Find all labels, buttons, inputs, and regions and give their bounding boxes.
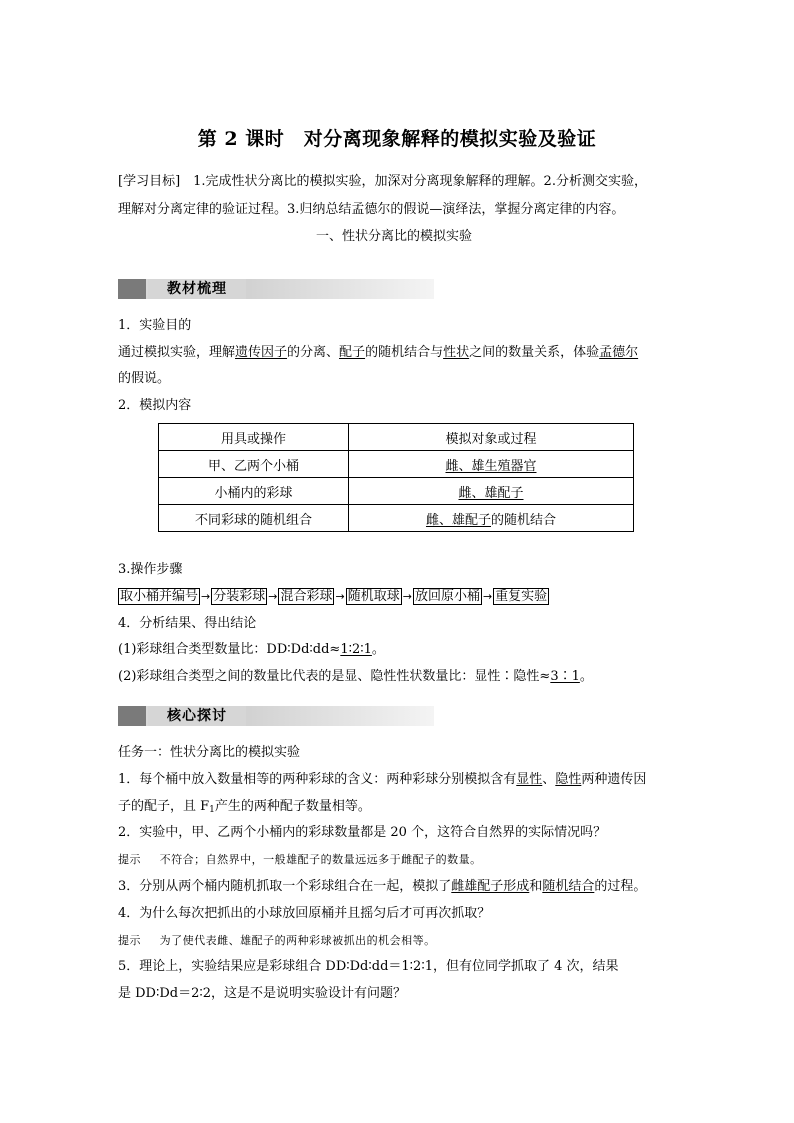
table-cell: 甲、乙两个小桶 (159, 451, 349, 478)
task-heading: 任务一：性状分离比的模拟实验 (118, 745, 301, 760)
result-2: (2)彩球组合类型之间的数量比代表的是显、隐性性状数量比：显性∶隐性≈3∶1。 (118, 669, 593, 684)
table-header-cell: 模拟对象或过程 (349, 424, 634, 451)
table-header-row (159, 424, 634, 451)
step-box: 分装彩球 (213, 589, 266, 604)
arrow-icon: → (201, 590, 211, 603)
step-box: 混合彩球 (280, 589, 333, 604)
table-cell: 雌、雄配子的随机结合 (349, 505, 634, 532)
table-cell: 雌、雄生殖器官 (349, 451, 634, 478)
item1-heading: 1．实验目的 (118, 318, 192, 333)
arrow-icon: → (335, 590, 345, 603)
question-5-line-1: 5．理论上，实验结果应是彩球组合 DD∶Dd∶dd＝1∶2∶1，但有位同学抓取了 4 次，结果 (118, 959, 619, 974)
question-5-line-2: 是 DD∶Dd＝2∶2，这是不是说明实验设计有问题？ (118, 986, 407, 1001)
section-title-textbook: 教材梳理 (148, 279, 246, 299)
item1-line-2: 的假说。 (118, 371, 171, 386)
item4-heading: 4．分析结果、得出结论 (118, 616, 257, 631)
table-row (159, 478, 634, 505)
question-4: 4．为什么每次把抓出的小球放回原桶并且摇匀后才可再次抓取？ (118, 906, 491, 921)
table-row (159, 451, 634, 478)
section-bar-textbook (118, 279, 434, 299)
arrow-icon: → (268, 590, 278, 603)
table-cell: 不同彩球的随机组合 (159, 505, 349, 532)
item3-heading: 3.操作步骤 (118, 562, 183, 577)
hint-2: 提示 不符合；自然界中，一般雄配子的数量远远多于雌配子的数量。 (118, 853, 482, 866)
question-3: 3．分别从两个桶内随机抓取一个彩球组合在一起，模拟了雌雄配子形成和随机结合的过程。 (118, 879, 647, 894)
objectives-line-2: 理解对分离定律的验证过程。3.归纳总结孟德尔的假说—演绎法，掌握分离定律的内容。 (118, 202, 625, 217)
step-box: 取小桶并编号 (120, 589, 199, 604)
hint-4: 提示 为了使代表雌、雄配子的两种彩球被抓出的机会相等。 (118, 934, 436, 947)
question-1-line-2: 子的配子，且 F1产生的两种配子数量相等。 (118, 799, 371, 815)
table-row (159, 505, 634, 532)
item2-heading: 2．模拟内容 (118, 398, 192, 413)
step-box: 放回原小桶 (414, 589, 480, 604)
step-box: 重复实验 (495, 589, 548, 604)
step-box: 随机取球 (347, 589, 400, 604)
table-header-cell: 用具或操作 (159, 424, 349, 451)
table-cell: 小桶内的彩球 (159, 478, 349, 505)
objectives-line-1: [学习目标] 1.完成性状分离比的模拟实验，加深对分离现象解释的理解。2.分析测交实验， (118, 174, 647, 189)
operation-steps (118, 588, 549, 606)
simulation-table (158, 423, 634, 532)
section-bar-core (118, 706, 434, 726)
arrow-icon: → (482, 590, 493, 603)
part-heading: 一、性状分离比的模拟实验 (316, 229, 473, 244)
page-title: 第 2 课时 对分离现象解释的模拟实验及验证 (197, 128, 597, 150)
arrow-icon: → (402, 590, 412, 603)
result-1: (1)彩球组合类型数量比：DD∶Dd∶dd≈1∶2∶1。 (118, 642, 385, 657)
section-title-core: 核心探讨 (148, 706, 246, 726)
question-1-line-1: 1．每个桶中放入数量相等的两种彩球的含义：两种彩球分别模拟含有显性、隐性两种遗传因 (118, 772, 647, 787)
table-cell: 雌、雄配子 (349, 478, 634, 505)
item1-line-1: 通过模拟实验，理解遗传因子的分离、配子的随机结合与性状之间的数量关系，体验孟德尔 (118, 345, 639, 360)
question-2: 2．实验中，甲、乙两个小桶内的彩球数量都是 20 个，这符合自然界的实际情况吗？ (118, 825, 607, 840)
